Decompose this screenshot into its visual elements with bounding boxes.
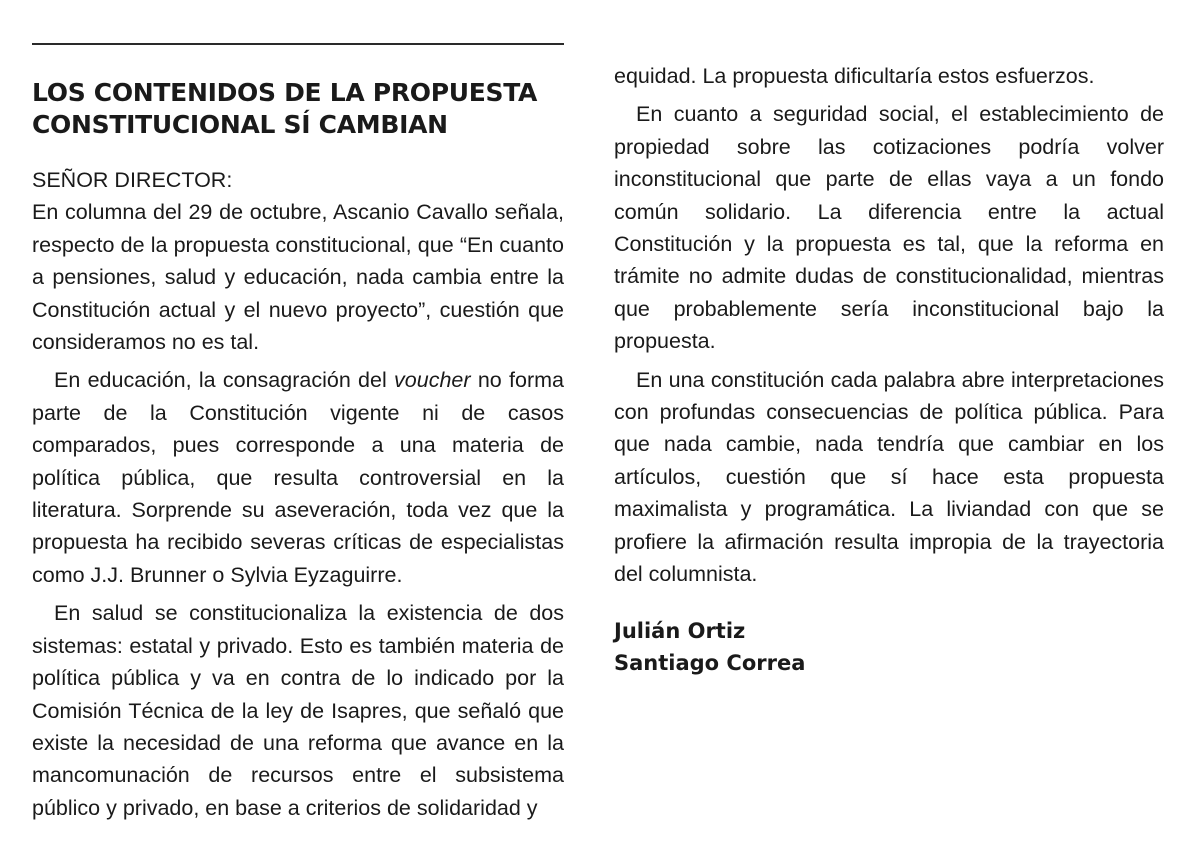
paragraph-1: En columna del 29 de octubre, Ascanio Cavallo señala, respecto de la propuesta constitucional, que “En cuanto a pensiones, salud y educación, nada cambia entre la Constitución actual y el nuevo proyecto”, cuestión que consideramos no es tal. — [32, 200, 564, 355]
paragraph-2-part-b: no forma parte de la Constitución vigente ni de casos comparados, pues corresponde a una materia de política pública, que resulta controversial en la literatura. Sorprende su aseveración, toda vez que la propuesta ha recibido severas críticas de especialistas como J.J. Brunner o Sylvia Eyzaguirre. — [32, 368, 564, 587]
signature-name: Santiago Correa — [614, 650, 806, 675]
paragraph-2-part-a: En educación, la consagración del — [54, 368, 395, 393]
headline: LOS CONTENIDOS DE LA PROPUESTA CONSTITUCIONAL SÍ CAMBIAN — [32, 78, 538, 139]
paragraph-3-continued: equidad. La propuesta dificultaría estos esfuerzos. — [614, 64, 1095, 88]
signature-block — [614, 615, 1164, 679]
salutation: SEÑOR DIRECTOR: — [32, 168, 233, 192]
top-rule — [32, 43, 564, 45]
paragraph-4: En cuanto a seguridad social, el establecimiento de propiedad sobre las cotizaciones podría volver inconstitucional que parte de ellas vaya a un fondo común solidario. La diferencia entre la actual Constitución y la propuesta es tal, que la reforma en trámite no admite dudas de constitucionalidad, mientras que probablemente sería inconstitucional bajo la propuesta. — [614, 102, 1164, 354]
left-column — [32, 60, 564, 824]
paragraph-3: En salud se constitucionaliza la existencia de dos sistemas: estatal y privado. Esto es también materia de política pública y va en contra de lo indicado por la Comisión Técnica de la ley de Isapres, que señaló que existe la necesidad de una reforma que avance en la mancomunación de recursos entre el subsistema público y privado, en base a criterios de solidaridad y — [32, 601, 564, 820]
signature-name: Julián Ortiz — [614, 618, 746, 643]
right-column — [614, 60, 1164, 679]
paragraph-5: En una constitución cada palabra abre interpretaciones con profundas consecuencias de política pública. Para que nada cambie, nada tendría que cambiar en los artículos, cuestión que sí hace esta propuesta maximalista y programática. La liviandad con que se profiere la afirmación resulta impropia de la trayectoria del columnista. — [614, 367, 1164, 587]
paragraph-2 — [32, 364, 564, 591]
voucher-term: voucher — [394, 368, 471, 393]
